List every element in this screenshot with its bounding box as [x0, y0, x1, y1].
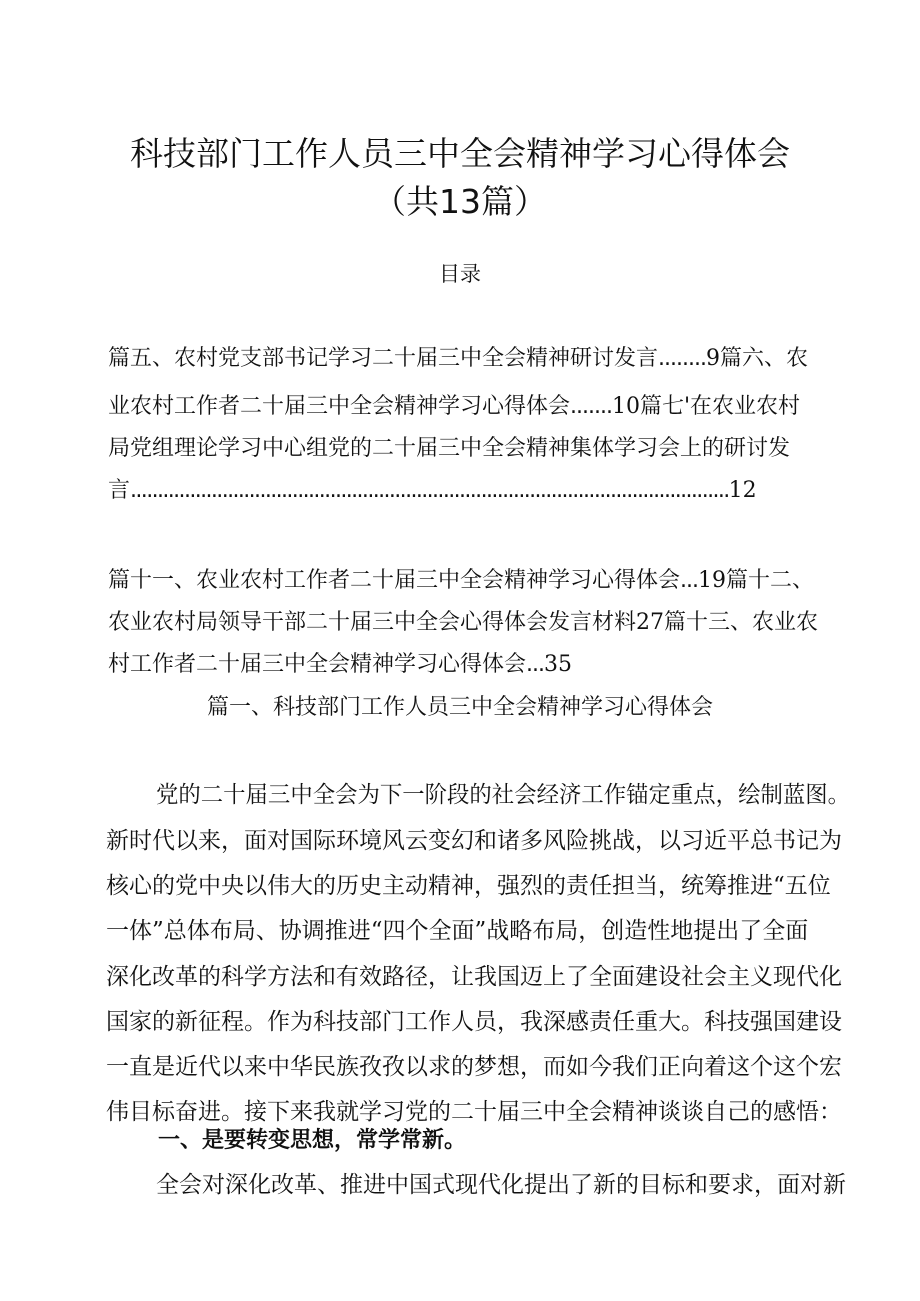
toc-dots: ....... [570, 394, 612, 419]
toc-page-number: 35 [544, 652, 572, 677]
body-paragraph-line: 一直是近代以来中华民族孜孜以求的梦想，而如今我们正向着这个这个宏 [106, 1054, 842, 1080]
body-paragraph-line: 核心的党中央以伟大的历史主动精神，强烈的责任担当，统筹推进“五位 [106, 873, 831, 899]
toc-entry-text: 篇五、农村党支部书记学习二十届三中全会精神研讨发言 [108, 346, 659, 371]
body-paragraph-line: 国家的新征程。作为科技部门工作人员，我深感责任重大。科技强国建设 [106, 1009, 842, 1035]
toc-entry-text: 局党组理论学习中心组党的二十届三中全会精神集体学习会上的研讨发 [108, 436, 791, 461]
toc-line [108, 438, 790, 460]
body-paragraph-line: 一体”总体布局、协调推进“四个全面”战略布局，创造性地提出了全面 [106, 918, 809, 944]
toc-dots: ........ [658, 346, 706, 371]
toc-page-number: 10 [611, 394, 640, 419]
section-title: 篇一、科技部门工作人员三中全会精神学习心得体会 [206, 695, 713, 720]
toc-line [108, 480, 757, 502]
toc-entry-text: 农业农村局领导干部二十届三中全会心得体会发言材料 [108, 610, 637, 635]
toc-entry-text: 村工作者二十届三中全会精神学习心得体会 [108, 652, 527, 677]
toc-entry-text: 篇十二、 [726, 568, 815, 593]
toc-dots: ... [680, 568, 698, 593]
toc-entry-text: 篇十一、农业农村工作者二十届三中全会精神学习心得体会 [108, 568, 681, 593]
toc-page-number: 19 [698, 568, 726, 593]
toc-dots: ... [526, 652, 544, 677]
toc-line [108, 570, 814, 592]
toc-page-number: 12 [728, 478, 757, 503]
body-paragraph-line: 新时代以来，面对国际环境风云变幻和诸多风险挑战，以习近平总书记为 [106, 828, 842, 854]
toc-line [108, 612, 818, 634]
section-subheading: 一、是要转变思想，常学常新。 [158, 1128, 467, 1153]
toc-entry-text: 篇六、农 [719, 346, 808, 371]
toc-page-number: 9 [705, 346, 720, 371]
toc-entry-text: 言 [108, 478, 131, 503]
document-subtitle-count: （共13篇） [373, 182, 547, 221]
toc-page-number: 27 [636, 610, 665, 635]
toc-line [108, 396, 800, 418]
toc-entry-text: 业农村工作者二十届三中全会精神学习心得体会 [108, 394, 571, 419]
body-paragraph-line: 全会对深化改革、推进中国式现代化提出了新的目标和要求，面对新 [156, 1172, 846, 1198]
toc-dots: ............................................................................................................... [130, 478, 729, 503]
body-paragraph-line: 深化改革的科学方法和有效路径，让我国迈上了全面建设社会主义现代化 [106, 964, 842, 990]
toc-line [108, 654, 572, 676]
toc-entry-text: 篇七'在农业农村 [639, 394, 801, 419]
document-title: 科技部门工作人员三中全会精神学习心得体会 [130, 134, 790, 173]
body-paragraph-line: 党的二十届三中全会为下一阶段的社会经济工作锚定重点，绘制蓝图。 [156, 782, 850, 808]
toc-line [108, 348, 808, 370]
toc-heading: 目录 [439, 262, 481, 286]
body-paragraph-line: 伟目标奋进。接下来我就学习党的二十届三中全会精神谈谈自己的感悟： [106, 1099, 842, 1125]
toc-entry-text: 篇十三、农业农 [664, 610, 819, 635]
